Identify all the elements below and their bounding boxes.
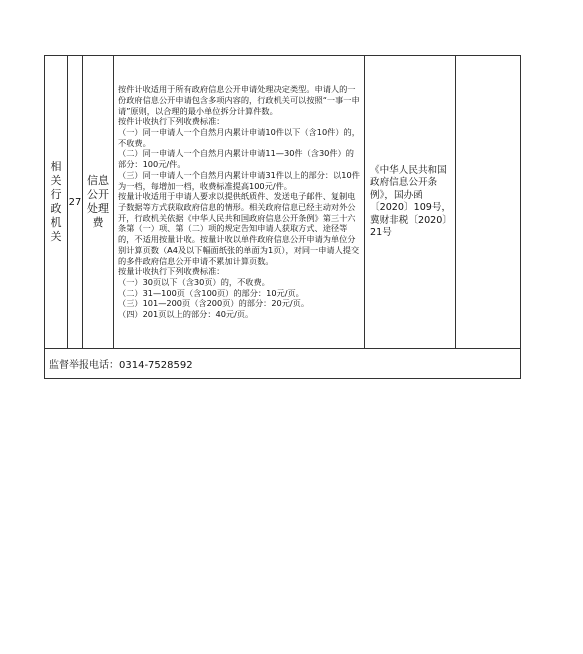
description-cell — [114, 56, 365, 349]
organ-cell — [45, 56, 68, 349]
supervision-hotline: 监督举报电话：0314-7528592 — [49, 360, 193, 371]
description-paragraph: 按件计收适用于所有政府信息公开申请处理决定类型。申请人的一份政府信息公开申请包含多项内容的，行政机关可以按照“一事一申请”原则，以合理的最小单位拆分计算件数。 — [118, 84, 360, 116]
footer-row — [45, 349, 521, 379]
footer-cell — [45, 349, 521, 379]
item-name: 信息公开处理费 — [87, 174, 109, 229]
description-paragraph: （二）31—100页（含100页）的部分：10元/页。 — [118, 287, 304, 298]
description-paragraph: （二）同一申请人一个自然月内累计申请11—30件（含30件）的部分：100元/件。 — [118, 148, 354, 170]
description-text — [114, 78, 364, 325]
description-paragraph: （三）101—200页（含200页）的部分：20元/页。 — [118, 298, 310, 309]
description-paragraph: 按件计收执行下列收费标准： — [118, 116, 225, 127]
extra-cell — [456, 56, 521, 349]
basis-cell — [365, 56, 456, 349]
description-paragraph: （一）同一申请人一个自然月内累计申请10件以下（含10件）的，不收费。 — [118, 127, 360, 148]
description-paragraph: 按量计收适用于申请人要求以提供纸质件、发送电子邮件、复制电子数据等方式获取政府信息的情形。相关政府信息已经主动对外公开，行政机关依据《中华人民共和国政府信息公开条例》第三十六条第（一）项、第（二）项的规定告知申请人获取方式、途径等的，不适用按量计收。按量计收以单件政府信息公开申请为单位分别计算页数（A4及以下幅面纸张的单面为1页），对同一申请人提交的多件政府信息公开申请不累加计算页数。 — [118, 191, 360, 266]
description-paragraph: （四）201页以上的部分：40元/页。 — [118, 309, 254, 320]
item-number: 27 — [68, 196, 82, 208]
item-cell — [83, 56, 114, 349]
organ-text: 相关行政机关 — [50, 160, 62, 243]
description-paragraph: 按量计收执行下列收费标准： — [118, 266, 225, 277]
description-paragraph: （一）30页以下（含30页）的，不收费。 — [118, 276, 270, 287]
fee-table-row — [45, 56, 521, 349]
basis-text: 《中华人民共和国政府信息公开条例》，国办函〔2020〕109号，冀财非税〔2020〕21号 — [370, 164, 452, 238]
number-cell — [68, 56, 83, 349]
description-paragraph: （三）同一申请人一个自然月内累计申请31件以上的部分：以10件为一档，每增加一档，收费标准提高100元/件。 — [118, 169, 360, 191]
fee-table — [44, 55, 521, 379]
